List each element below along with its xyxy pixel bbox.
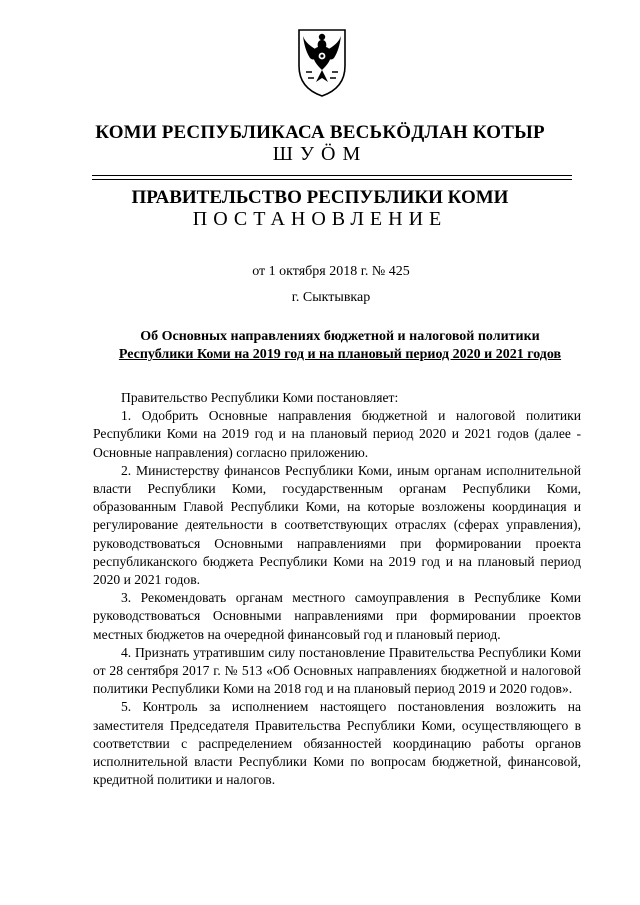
document-city: г. Сыктывкар	[291, 290, 371, 305]
header-divider-bottom	[92, 179, 572, 180]
header-doc-type: ПОСТАНОВЛЕНИЕ	[192, 208, 448, 230]
document-title-line-1: Об Основных направлениях бюджетной и налоговой политики	[140, 329, 540, 344]
document-title	[100, 328, 580, 364]
document-date-number: от 1 октября 2018 г. № 425	[252, 264, 410, 279]
header-government-title: ПРАВИТЕЛЬСТВО РЕСПУБЛИКИ КОМИ	[131, 187, 509, 208]
header-komi-title: КОМИ РЕСПУБЛИКАСА ВЕСЬКÖДЛАН КОТЫР	[95, 122, 545, 143]
body-paragraph: 1. Одобрить Основные направления бюджетной и налоговой политики Республики Коми на 2019 год и на плановый период 2020 и 2021 годов (далее - Основные направления) согласно приложению.	[93, 408, 581, 460]
header-komi-doc-type: ШУÖМ	[272, 143, 368, 165]
document-title-line-2: Республики Коми на 2019 год и на плановый период 2020 и 2021 годов	[118, 347, 562, 362]
body-paragraph: 4. Признать утратившим силу постановление Правительства Республики Коми от 28 сентября 2017 г. № 513 «Об Основных направлениях бюджетной и налоговой политики Республики Коми на 2018 год и на плановый период 2019 и 2020 годов».	[93, 644, 581, 697]
header-divider-top	[92, 175, 572, 176]
komi-coat-of-arms-icon	[296, 26, 348, 98]
body-paragraph: Правительство Республики Коми постановляет:	[121, 390, 399, 405]
document-body	[93, 389, 581, 789]
body-paragraph: 3. Рекомендовать органам местного самоуправления в Республике Коми руководствоваться Основными направлениями при формировании проектов местных бюджетов на очередной финансовый год и плановый период.	[93, 590, 581, 642]
body-paragraph: 5. Контроль за исполнением настоящего постановления возложить на заместителя Председателя Правительства Республики Коми, осуществляющего в соответствии с распределением обязанностей координацию работы органов исполнительной власти Республики Коми по вопросам бюджетной, финансовой, кредитной политики и налогов.	[93, 699, 581, 788]
body-paragraph: 2. Министерству финансов Республики Коми, иным органам исполнительной власти Республики Коми, государственным органам Республики Коми, образованным Главой Республики Коми, на которые возложены координация и регулирование деятельности в соответствующих отраслях (сферах управления), руководствоваться Основными направлениями при формировании проекта республиканского бюджета Республики Коми на 2019 год и на плановый период 2020 и 2021 годов.	[93, 462, 581, 588]
